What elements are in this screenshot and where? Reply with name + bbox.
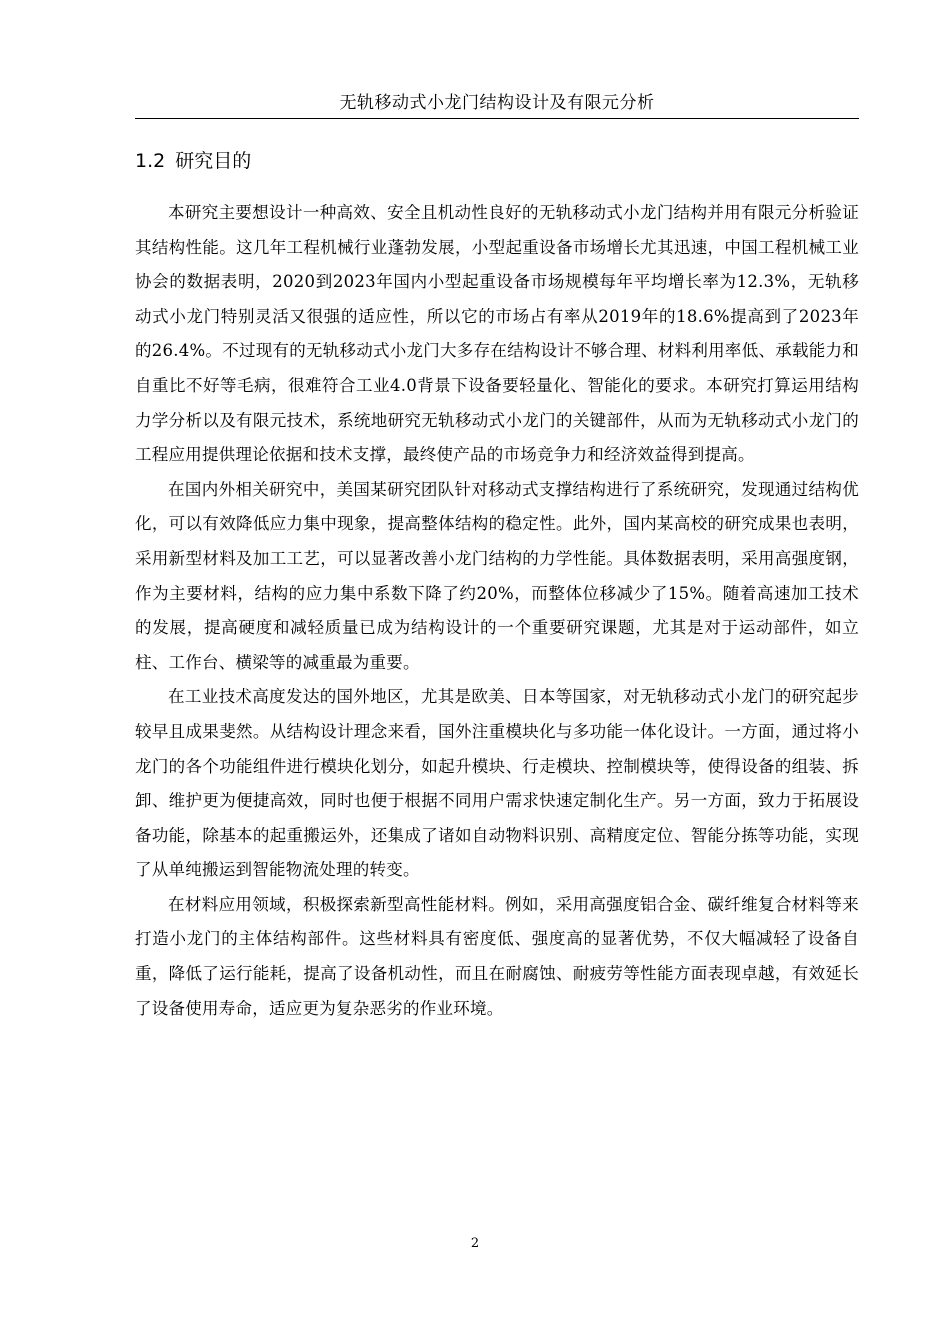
page-number: 2 bbox=[470, 1236, 480, 1251]
paragraph: 在工业技术高度发达的国外地区，尤其是欧美、日本等国家，对无轨移动式小龙门的研究起步较早且成果斐然。从结构设计理念来看，国外注重模块化与多功能一体化设计。一方面，通过将小龙门的各个功能组件进行模块化划分，如起升模块、行走模块、控制模块等，使得设备的组装、拆卸、维护更为便捷高效，同时也便于根据不同用户需求快速定制化生产。另一方面，致力于拓展设备功能，除基本的起重搬运外，还集成了诸如自动物料识别、高精度定位、智能分拣等功能，实现了从单纯搬运到智能物流处理的转变。 bbox=[135, 687, 859, 880]
paragraph: 本研究主要想设计一种高效、安全且机动性良好的无轨移动式小龙门结构并用有限元分析验证其结构性能。这几年工程机械行业蓬勃发展，小型起重设备市场增长尤其迅速，中国工程机械工业协会的数据表明，2020到2023年国内小型起重设备市场规模每年平均增长率为12.3%，无轨移动式小龙门特别灵活又很强的适应性，所以它的市场占有率从2019年的18.6%提高到了2023年的26.4%。不过现有的无轨移动式小龙门大多存在结构设计不够合理、材料利用率低、承载能力和自重比不好等毛病，很难符合工业4.0背景下设备要轻量化、智能化的要求。本研究打算运用结构力学分析以及有限元技术，系统地研究无轨移动式小龙门的关键部件，从而为无轨移动式小龙门的工程应用提供理论依据和技术支撑，最终使产品的市场竞争力和经济效益得到提高。 bbox=[135, 203, 859, 465]
paragraph: 在国内外相关研究中，美国某研究团队针对移动式支撑结构进行了系统研究，发现通过结构优化，可以有效降低应力集中现象，提高整体结构的稳定性。此外，国内某高校的研究成果也表明，采用新型材料及加工工艺，可以显著改善小龙门结构的力学性能。具体数据表明，采用高强度钢，作为主要材料，结构的应力集中系数下降了约20%，而整体位移减少了15%。随着高速加工技术的发展，提高硬度和减轻质量已成为结构设计的一个重要研究课题，尤其是对于运动部件，如立柱、工作台、横梁等的减重最为重要。 bbox=[135, 479, 859, 672]
paragraph: 在材料应用领域，积极探索新型高性能材料。例如，采用高强度铝合金、碳纤维复合材料等来打造小龙门的主体结构部件。这些材料具有密度低、强度高的显著优势，不仅大幅减轻了设备自重，降低了运行能耗，提高了设备机动性，而且在耐腐蚀、耐疲劳等性能方面表现卓越，有效延长了设备使用寿命，适应更为复杂恶劣的作业环境。 bbox=[135, 894, 859, 1018]
section-heading bbox=[135, 146, 251, 176]
section-title: 研究目的 bbox=[175, 150, 252, 172]
body-text bbox=[135, 196, 859, 1026]
running-header: 无轨移动式小龙门结构设计及有限元分析 bbox=[135, 91, 859, 119]
section-number: 1.2 bbox=[135, 150, 166, 172]
